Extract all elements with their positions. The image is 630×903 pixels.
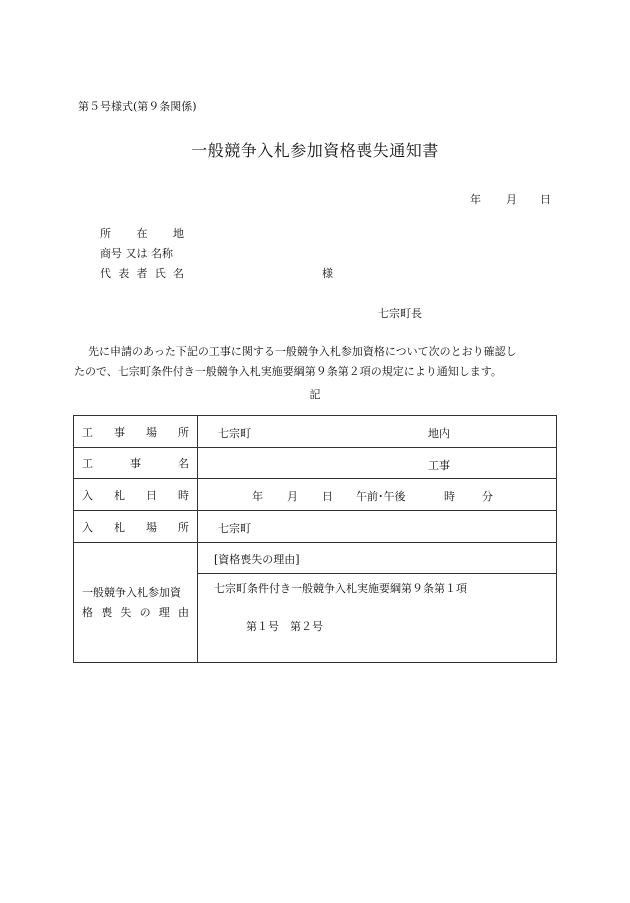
row-bid-datetime [74,479,557,511]
bid-place-value [198,511,557,543]
representative-label: 代 表 者 氏 名 [100,267,184,280]
form-number: 第５号様式(第９条関係) [78,100,197,113]
notice-body [74,342,564,382]
sender-name: 七宗町長 [378,307,422,320]
notice-body-line2: たので、七宗町条件付き一般競争入札実施要綱第９条第２項の規定により通知します。 [74,365,502,378]
date-year: 年 [470,193,481,206]
work-name-label: 工 事 名 [74,448,198,479]
details-table [73,415,557,663]
reason-value [198,543,557,663]
work-name-suffix: 工事 [428,459,450,472]
bid-datetime-label: 入 札 日 時 [74,479,198,511]
honorific: 様 [322,267,333,280]
site-label: 工 事 場 所 [74,416,198,448]
date-day: 日 [540,193,551,206]
row-bid-place [74,511,557,543]
reason-rule: 七宗町条件付き一般競争入札実施要綱第９条第１項 [214,582,467,595]
row-reason [74,543,557,663]
bid-place-label: 入 札 場 所 [74,511,198,543]
row-work-name [74,448,557,479]
reason-header: [資格喪失の理由] [198,543,556,574]
ki-mark: 記 [309,388,321,401]
reason-label: 一般競争入札参加資 格 喪 失 の 理 由 [74,543,198,663]
bid-place-town: 七宗町 [218,522,251,535]
reason-item-1: 第１号 [246,620,279,633]
site-value [198,416,557,448]
reason-item-2: 第２号 [290,620,323,633]
site-town: 七宗町 [218,427,251,440]
row-site [74,416,557,448]
name-label: 商号 又は 名称 [100,247,173,260]
bid-datetime-value: 年 月 日 午前･午後 時 分 [198,479,557,511]
notice-body-line1: 先に申請のあった下記の工事に関する一般競争入札参加資格について次のとおり確認し [88,345,517,358]
reason-body [198,574,556,662]
work-name-value [198,448,557,479]
date-month: 月 [506,193,517,206]
address-label: 所 在 地 [100,227,184,240]
site-suffix: 地内 [428,427,450,440]
document-title: 一般競争入札参加資格喪失通知書 [191,141,439,160]
